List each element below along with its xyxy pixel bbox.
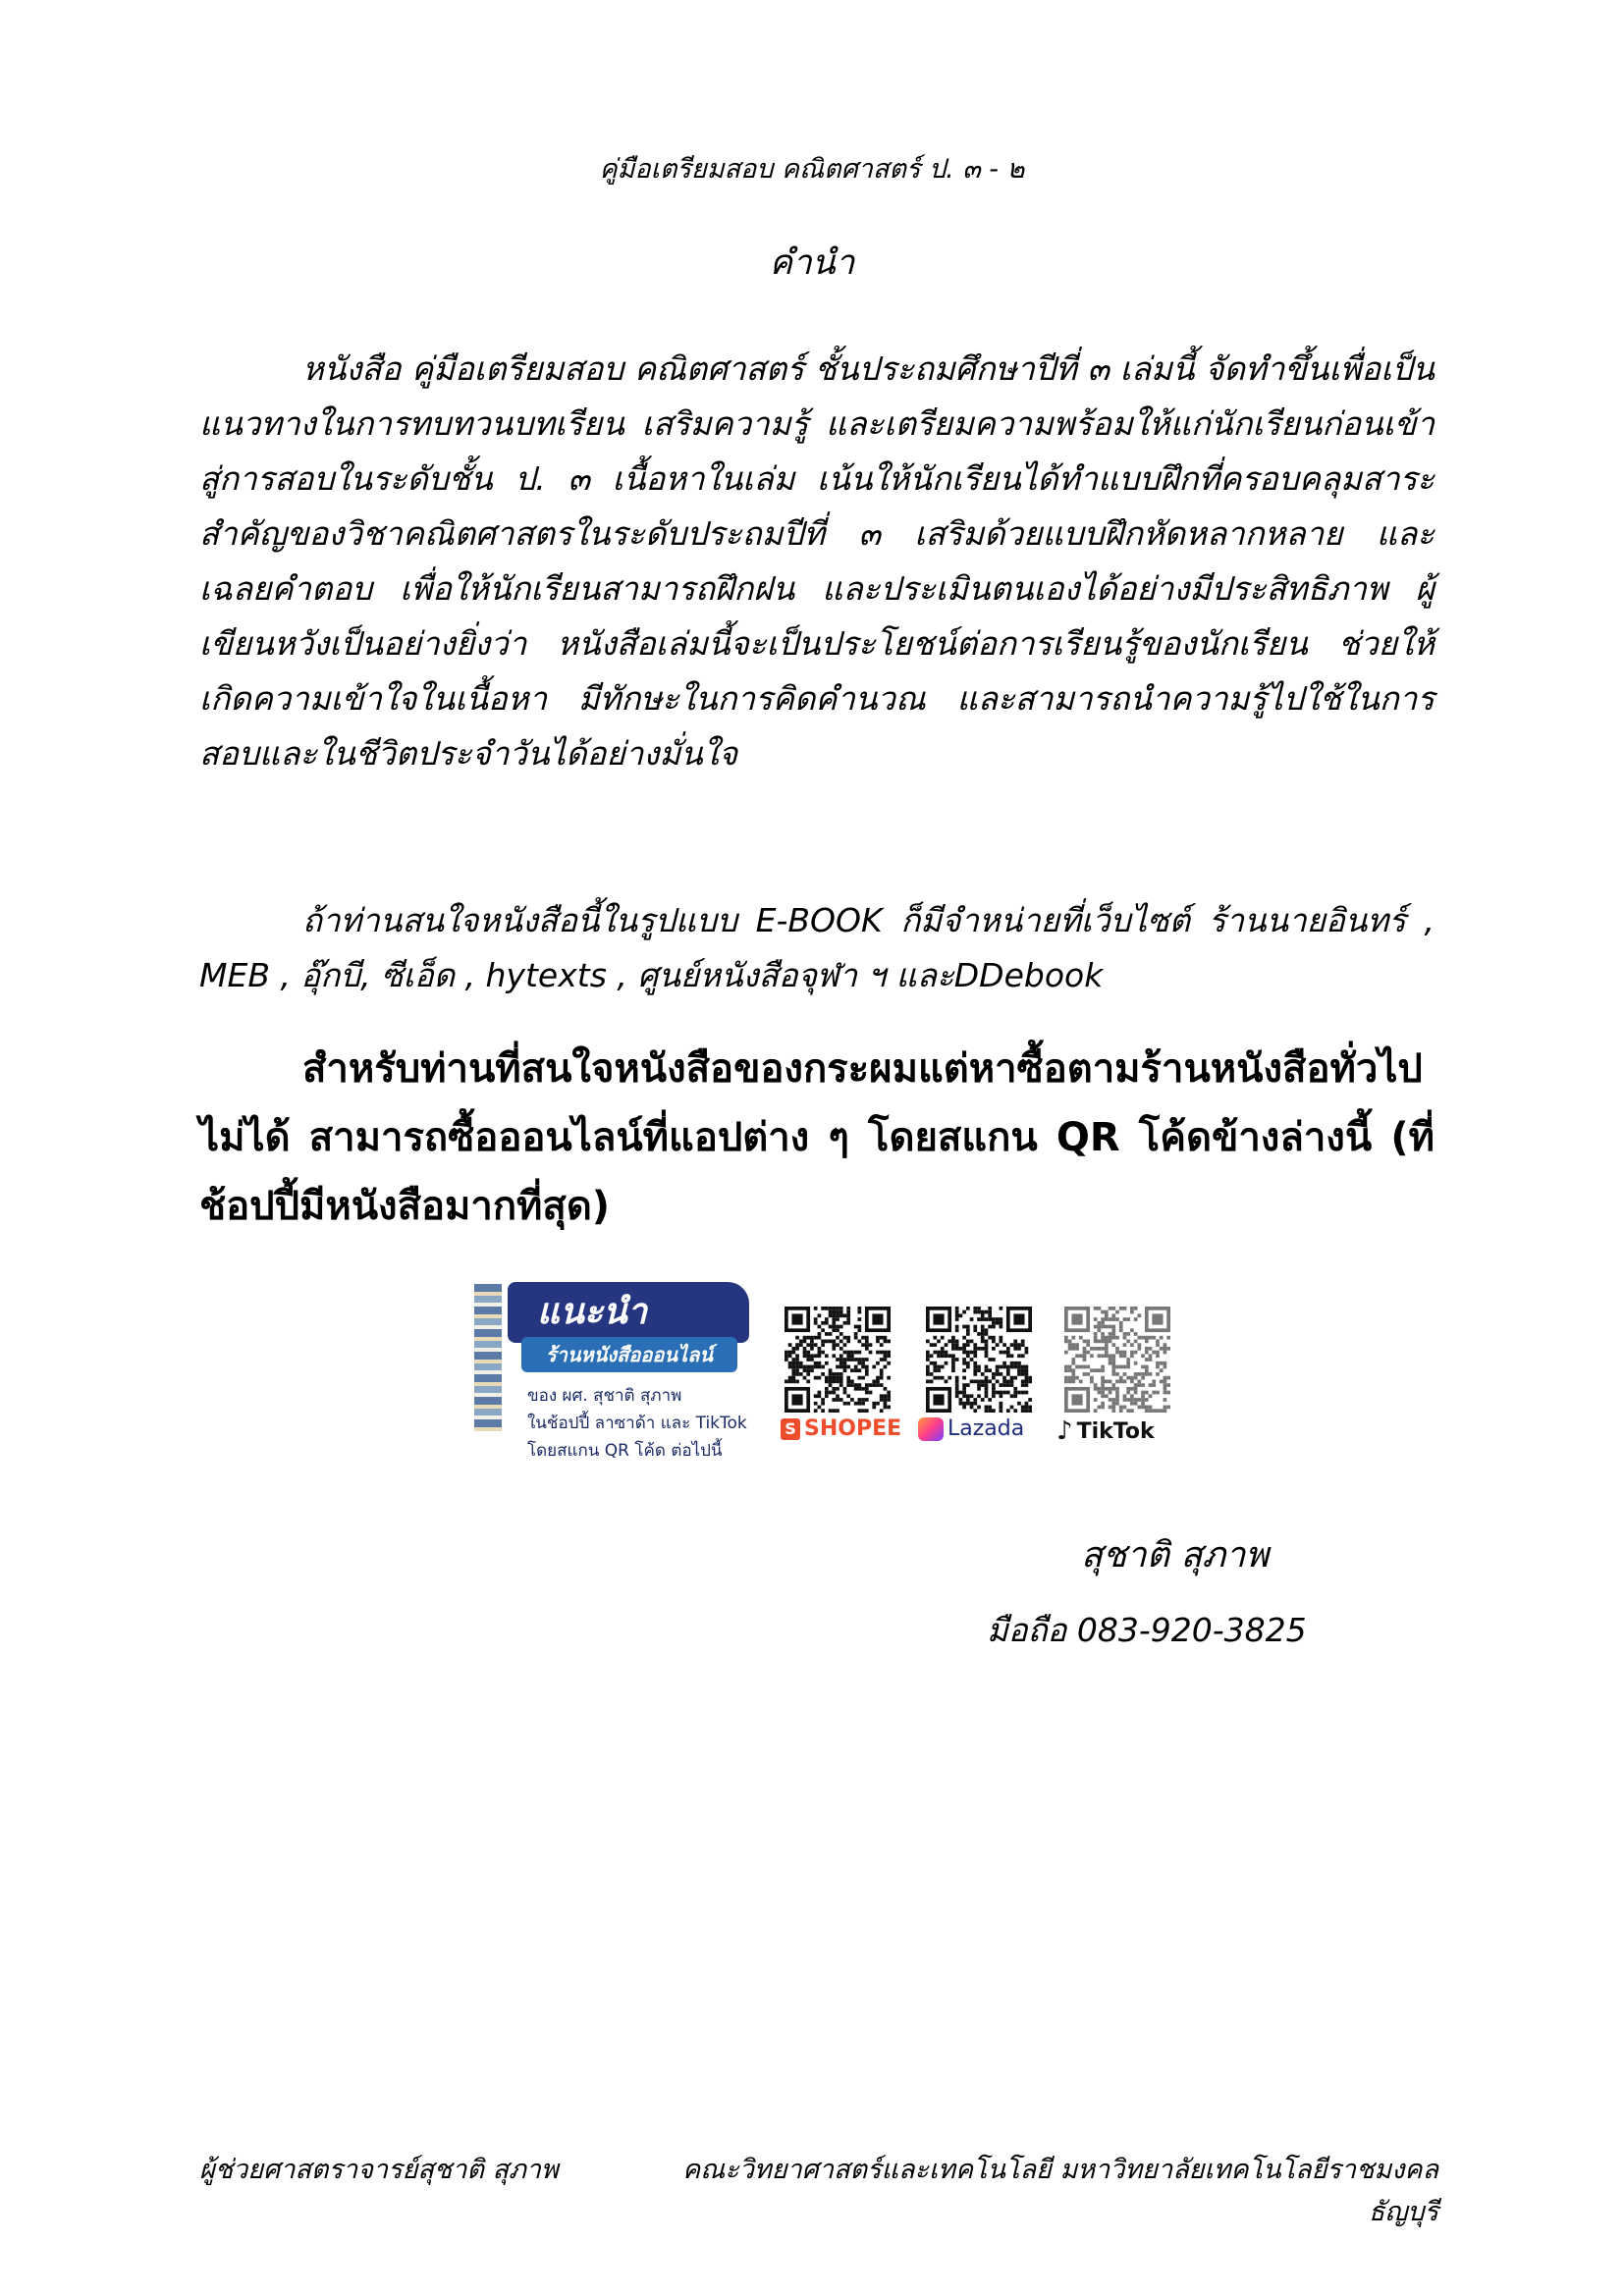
promo-line: ของ ผศ. สุชาติ สุภาพ bbox=[527, 1386, 682, 1406]
promo-line: โดยสแกน QR โค้ด ต่อไปนี้ bbox=[527, 1441, 723, 1461]
online-store-promo bbox=[474, 1270, 766, 1467]
lazada-qr-code[interactable] bbox=[926, 1307, 1032, 1413]
tiktok-logo bbox=[1056, 1416, 1155, 1446]
preface-text-1: หนังสือ คู่มือเตรียมสอบ คณิตศาสตร์ ชั้นประถมศึกษาปีที่ ๓ เล่มนี้ จัดทำขึ้นเพื่อเป็นแนวทางในการทบทวนบทเรียน เสริมความรู้ และเตรียมความพร้อมให้แก่นักเรียนก่อนเข้าสู่การสอบในระดับชั้น ป. ๓ เนื้อหาในเล่ม เน้นให้นักเรียนได้ทำแบบฝึกที่ครอบคลุมสาระสำคัญของวิชาคณิตศาสตรในระดับประถมปีที่ ๓ เสริมด้วยแบบฝึกหัดหลากหลาย และเฉลยคำตอบ เพื่อให้นักเรียนสามารถฝึกฝน และประเมินตนเองได้อย่างมีประสิทธิภาพ ผู้เขียนหวังเป็นอย่างยิ่งว่า หนังสือเล่มนี้จะเป็นประโยชน์ต่อการเรียนรู้ของนักเรียน ช่วยให้เกิดความเข้าใจในเนื้อหา มีทักษะในการคิดคำนวณ และสามารถนำความรู้ไปใช้ในการสอบและในชีวิตประจำวันได้อย่างมั่นใจ bbox=[199, 349, 1435, 773]
lazada-label: Lazada bbox=[947, 1416, 1025, 1441]
author-signature: สุชาติ สุภาพ bbox=[1081, 1535, 1270, 1575]
promo-banner: แนะนำ bbox=[508, 1282, 749, 1343]
footer-institution: คณะวิทยาศาสตร์และเทคโนโลยี มหาวิทยาลัยเทคโนโลยีราชมงคลธัญบุรี bbox=[682, 2155, 1438, 2227]
tiktok-note-icon: ♪ bbox=[1056, 1416, 1073, 1446]
preface-paragraph-1 bbox=[199, 342, 1435, 781]
online-purchase-text: สำหรับท่านที่สนใจหนังสือของกระผมแต่หาซื้อตามร้านหนังสือทั่วไปไม่ได้ สามารถซื้อออนไลน์ที่แอปต่าง ๆ โดยสแกน QR โค้ดข้างล่างนี้ (ที่ช้อปปี้มีหนังสือมากที่สุด) bbox=[199, 1046, 1435, 1229]
promo-subtitle: ร้านหนังสือออนไลน์ bbox=[521, 1337, 737, 1372]
lazada-logo bbox=[918, 1416, 1024, 1441]
footer-author: ผู้ช่วยศาสตราจารย์สุชาติ สุภาพ bbox=[199, 2155, 559, 2185]
online-purchase-paragraph bbox=[199, 1035, 1435, 1241]
shopee-logo bbox=[781, 1416, 901, 1441]
shopee-bag-icon: S bbox=[781, 1418, 800, 1440]
lazada-heart-icon bbox=[918, 1417, 944, 1441]
page-title: คำนำ bbox=[769, 243, 855, 283]
author-phone: มือถือ 083-920-3825 bbox=[987, 1611, 1307, 1649]
tiktok-qr-code[interactable] bbox=[1064, 1307, 1170, 1413]
tiktok-label: TikTok bbox=[1076, 1418, 1155, 1444]
running-header: คู่มือเตรียมสอบ คณิตศาสตร์ ป. ๓ - ๒ bbox=[599, 154, 1025, 185]
books-illustration bbox=[474, 1284, 502, 1431]
shopee-qr-code[interactable] bbox=[785, 1307, 891, 1413]
promo-line: ในช้อปปี้ ลาซาด้า และ TikTok bbox=[527, 1414, 747, 1433]
ebook-text: ถ้าท่านสนใจหนังสือนี้ในรูปแบบ E-BOOK ก็มีจำหน่ายที่เว็บไซต์ ร้านนายอินทร์ , MEB , อุ๊กบี, ซีเอ็ด , hytexts , ศูนย์หนังสือจุฬา ฯ และDDebook bbox=[199, 901, 1435, 994]
ebook-paragraph bbox=[199, 893, 1435, 1003]
promo-description bbox=[527, 1382, 747, 1465]
shopee-label: SHOPEE bbox=[804, 1416, 902, 1441]
